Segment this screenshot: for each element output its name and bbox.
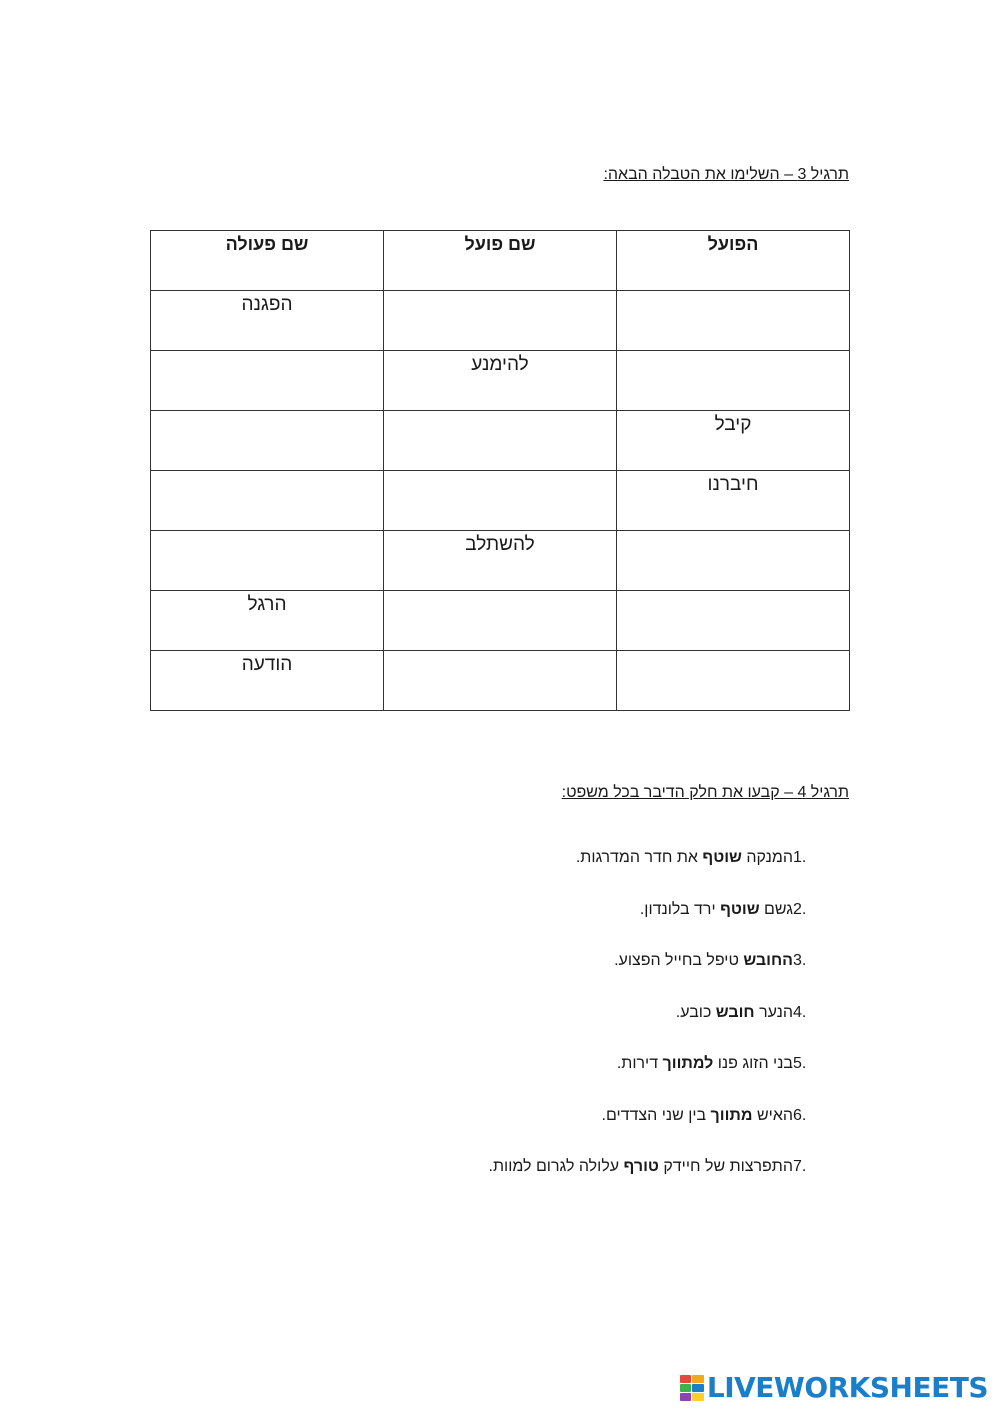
target-word: טורף — [623, 1158, 659, 1175]
logo-block — [692, 1393, 704, 1401]
sentence-text-before: גשם — [759, 900, 793, 918]
cell-verb[interactable] — [617, 651, 850, 711]
item-number: 5. — [793, 1055, 807, 1072]
target-word: חובש — [715, 1003, 755, 1021]
sentence-text-after: בין שני הצדדים. — [601, 1106, 711, 1124]
sentence-text-before: בני הזוג פנו — [713, 1055, 793, 1072]
exercise-3-title: תרגיל 3 – השלימו את הטבלה הבאה: — [603, 166, 849, 183]
item-number: 3. — [793, 952, 807, 969]
header-verbal-noun: שם פעולה — [151, 231, 384, 291]
list-item — [489, 840, 825, 892]
sentence-text-after: דירות. — [616, 1055, 663, 1072]
logo-block — [692, 1375, 704, 1383]
logo-text: LIVEWORKSHEETS — [706, 1371, 988, 1404]
list-item — [489, 1149, 825, 1201]
sentence-list — [489, 840, 825, 1201]
cell-verbal-noun[interactable]: הרגל — [151, 591, 384, 651]
cell-verb[interactable]: קיבל — [617, 411, 850, 471]
exercise-4-title: תרגיל 4 – קבעו את חלק הדיבר בכל משפט: — [561, 784, 849, 801]
table-row — [151, 531, 850, 591]
cell-infinitive[interactable]: להימנע — [384, 351, 617, 411]
cell-verbal-noun[interactable] — [151, 471, 384, 531]
table-header-row — [151, 231, 850, 291]
list-item — [489, 1098, 825, 1150]
cell-infinitive[interactable]: להשתלב — [384, 531, 617, 591]
table-row — [151, 651, 850, 711]
logo-block — [680, 1384, 692, 1392]
logo-block — [680, 1375, 692, 1383]
item-number: 7. — [793, 1158, 807, 1175]
cell-verb[interactable] — [617, 351, 850, 411]
sentence-text-before: המנקה — [741, 849, 793, 866]
logo-block — [680, 1393, 692, 1401]
item-number: 6. — [793, 1106, 807, 1124]
list-item — [489, 892, 825, 944]
sentence-text-before: הנער — [754, 1003, 793, 1021]
cell-infinitive[interactable] — [384, 411, 617, 471]
liveworksheets-logo — [680, 1371, 988, 1404]
cell-verbal-noun[interactable]: הפגנה — [151, 291, 384, 351]
logo-blocks-icon — [680, 1375, 704, 1401]
target-word: למתווך — [662, 1055, 714, 1072]
item-number: 1. — [793, 849, 807, 866]
cell-verbal-noun[interactable] — [151, 531, 384, 591]
logo-block — [692, 1384, 704, 1392]
sentence-text-after: את חדר המדרגות. — [575, 849, 703, 866]
list-item — [489, 943, 825, 995]
cell-verb[interactable] — [617, 591, 850, 651]
cell-verbal-noun[interactable] — [151, 351, 384, 411]
header-verb: הפועל — [617, 231, 850, 291]
cell-verb[interactable] — [617, 531, 850, 591]
cell-verb[interactable] — [617, 291, 850, 351]
cell-infinitive[interactable] — [384, 471, 617, 531]
cell-verb[interactable]: חיברנו — [617, 471, 850, 531]
item-number: 2. — [793, 900, 807, 918]
header-infinitive: שם פועל — [384, 231, 617, 291]
sentence-text-after: טיפל בחייל הפצוע. — [614, 952, 744, 969]
sentence-text-after: כובע. — [675, 1003, 716, 1021]
target-word: שוטף — [702, 849, 742, 866]
sentence-text-after: ירד בלונדון. — [639, 900, 721, 918]
verb-forms-table — [150, 230, 850, 711]
sentence-text-before: האיש — [752, 1106, 793, 1124]
table-row — [151, 291, 850, 351]
list-item — [489, 995, 825, 1047]
cell-verbal-noun[interactable] — [151, 411, 384, 471]
table-row — [151, 471, 850, 531]
table-row — [151, 411, 850, 471]
target-word: שוטף — [720, 900, 760, 918]
table-row — [151, 351, 850, 411]
cell-infinitive[interactable] — [384, 291, 617, 351]
table-row — [151, 591, 850, 651]
item-number: 4. — [793, 1003, 807, 1021]
sentence-text-after: עלולה לגרום למוות. — [488, 1158, 624, 1175]
target-word: מתווך — [710, 1106, 753, 1124]
target-word: החובש — [743, 952, 793, 969]
list-item — [489, 1046, 825, 1098]
sentence-text-before: התפרצות של חיידק — [658, 1158, 793, 1175]
cell-verbal-noun[interactable]: הודעה — [151, 651, 384, 711]
cell-infinitive[interactable] — [384, 651, 617, 711]
cell-infinitive[interactable] — [384, 591, 617, 651]
